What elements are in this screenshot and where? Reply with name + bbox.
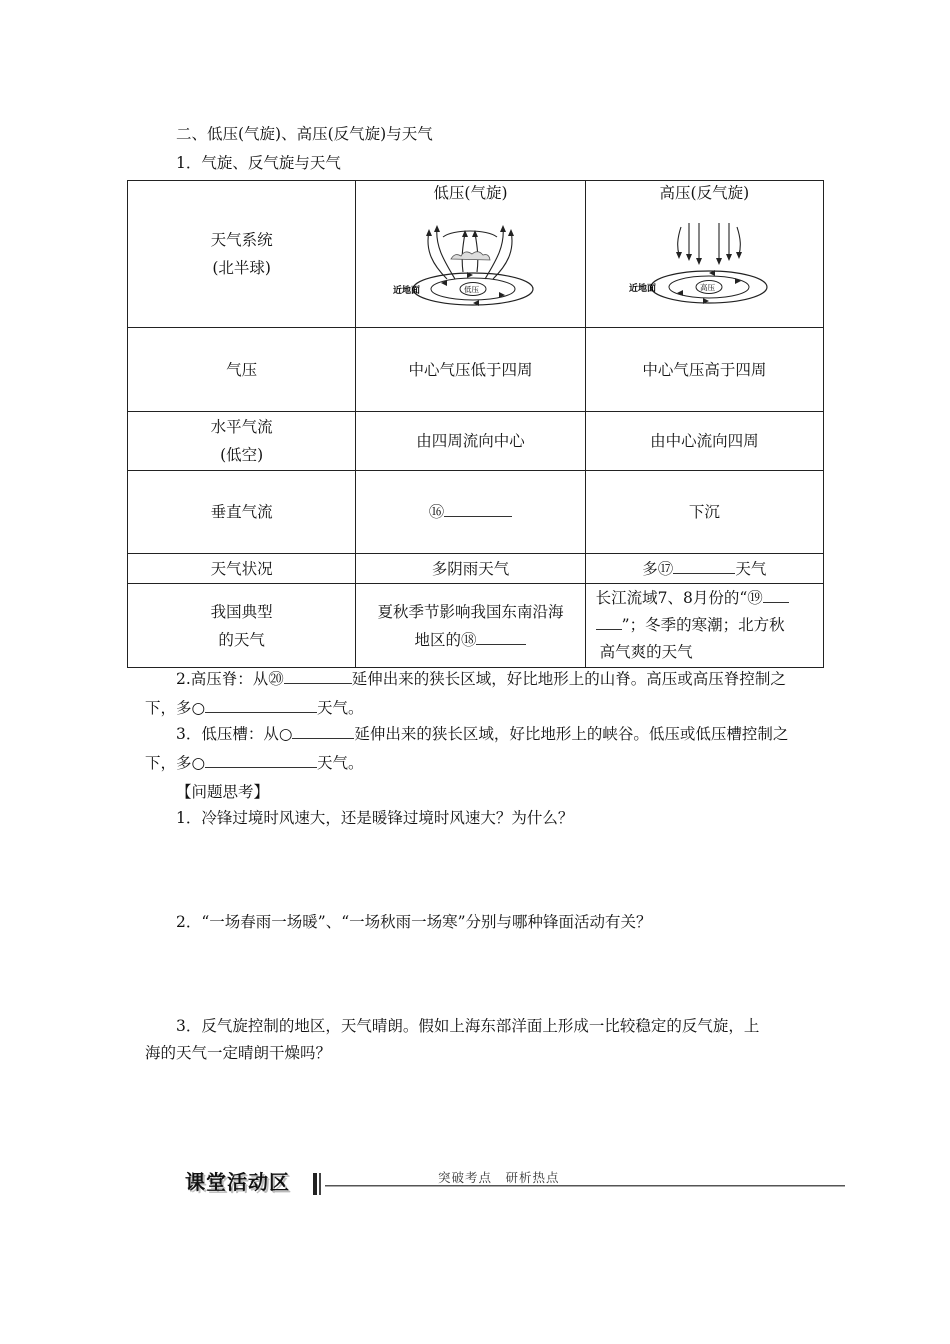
row-label-horizontal-flow-main: 水平气流	[210, 418, 273, 436]
high-typical-line3: 高气爽的天气	[599, 643, 693, 661]
table-row	[128, 554, 824, 584]
low-typical-line1: 夏秋季节影响我国东南沿海	[377, 602, 564, 621]
item3-end: 天气。	[317, 754, 364, 772]
blank-18-marker: 地区的⑱	[414, 630, 477, 649]
row-label-horizontal-flow	[128, 412, 356, 471]
low-typical-weather	[356, 584, 585, 668]
row-label-vertical-flow: 垂直气流	[128, 471, 356, 554]
high-weather-suffix: 天气	[735, 559, 767, 578]
table-header-row	[128, 181, 824, 328]
fill-blank-18[interactable]	[476, 628, 526, 645]
table-row	[128, 328, 824, 412]
high-pressure-value: 中心气压高于四周	[585, 328, 823, 412]
header-cyclone	[356, 181, 585, 328]
low-weather: 多阴雨天气	[356, 554, 585, 584]
blank-16-marker: ⑯	[428, 503, 445, 521]
item2-line2: 制之下，多○	[145, 670, 786, 717]
row-label-pressure: 气压	[128, 328, 356, 412]
anticyclone-center-label: 高压	[700, 283, 716, 292]
table-row	[128, 412, 824, 471]
header-col3-label: 高压(反气旋)	[659, 184, 750, 202]
item2-end: 天气。	[317, 699, 364, 717]
weather-system-table	[127, 180, 824, 668]
fill-blank-19a[interactable]	[763, 586, 789, 603]
high-typical-weather	[585, 584, 823, 668]
high-vertical-flow: 下沉	[585, 471, 823, 554]
row-label-weather: 天气状况	[128, 554, 356, 584]
header-col1-sub: (北半球)	[212, 259, 271, 277]
header-weather-system	[128, 181, 356, 328]
header-col2-label: 低压(气旋)	[433, 184, 508, 202]
fill-blank-17[interactable]	[673, 557, 735, 574]
fill-blank-20[interactable]	[284, 667, 352, 684]
item3-middle: 延伸出来的狭长区域，好比地形上的峡谷。低压或低压槽控	[354, 725, 758, 743]
question-2: 2．“一场春雨一场暖”、“一场秋雨一场寒”分别与哪种锋面活动有关？	[176, 913, 652, 931]
anticyclone-ground-label: 近地面	[629, 284, 657, 294]
fill-blank-16[interactable]	[444, 500, 512, 517]
fill-blank-22[interactable]	[292, 722, 354, 739]
row-label-horizontal-flow-sub: (低空)	[220, 446, 264, 464]
sub-heading: 1．气旋、反气旋与天气	[176, 154, 341, 172]
low-vertical-flow	[356, 471, 585, 554]
cyclone-diagram	[385, 217, 555, 307]
cyclone-center-label: 低压	[464, 285, 480, 294]
item-high-ridge	[145, 665, 810, 723]
blank-17-marker: 多⑰	[642, 559, 674, 578]
low-pressure-value: 中心气压低于四周	[356, 328, 585, 412]
cyclone-ground-label: 近地面	[393, 286, 421, 296]
section-heading: 二、低压(气旋)、高压(反气旋)与天气	[176, 125, 433, 143]
section-subtitle: 突破考点 研析热点	[438, 1170, 560, 1185]
row-label-typical-sub: 的天气	[218, 630, 265, 649]
table-row	[128, 584, 824, 668]
item3-line2: 制之下，多○	[145, 725, 789, 772]
item2-start: 2.高压脊：从⑳	[176, 670, 284, 688]
section-title: 课堂活动区	[185, 1170, 290, 1194]
fill-blank-19b[interactable]	[596, 613, 622, 630]
fill-blank-23[interactable]	[205, 751, 317, 768]
item2-middle: 延伸出来的狭长区域，好比地形上的山脊。高压或高压脊控	[351, 670, 755, 688]
low-horizontal-flow: 由四周流向中心	[356, 412, 585, 471]
high-horizontal-flow: 由中心流向四周	[585, 412, 823, 471]
item3-start: 3．低压槽：从○	[176, 725, 293, 743]
table-row	[128, 471, 824, 554]
question-3-line2: 海的天气一定晴朗干燥吗？	[145, 1044, 332, 1062]
high-typical-line2-text: ”；冬季的寒潮；北方秋	[621, 616, 785, 634]
row-label-typical-main: 我国典型	[210, 602, 273, 621]
high-typical-line2	[596, 612, 823, 639]
low-typical-line2	[356, 626, 584, 654]
high-typical-line1-text: 长江流域7、8月份的“⑲	[595, 589, 763, 607]
header-anticyclone	[585, 181, 823, 328]
high-typical-line1	[596, 585, 823, 612]
anticyclone-diagram	[619, 217, 789, 307]
row-label-typical-weather	[128, 584, 356, 668]
high-weather	[585, 554, 823, 584]
item-low-trough	[145, 720, 810, 778]
questions-heading: 【问题思考】	[176, 783, 270, 801]
fill-blank-21[interactable]	[205, 696, 317, 713]
header-col1-label: 天气系统	[210, 231, 273, 249]
question-3-line1: 3．反气旋控制的地区，天气晴朗。假如上海东部洋面上形成一比较稳定的反气旋，上	[176, 1017, 760, 1035]
question-1: 1．冷锋过境时风速大，还是暖锋过境时风速大？为什么？	[176, 809, 574, 827]
